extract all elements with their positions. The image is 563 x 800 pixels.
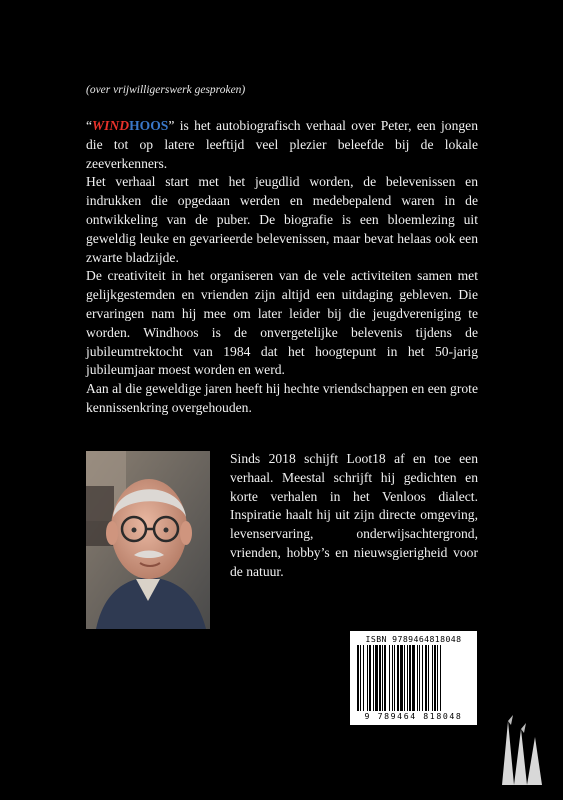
- blurb: [86, 117, 478, 418]
- barcode-number: 9 789464 818048: [364, 711, 463, 721]
- barcode-bars: [357, 645, 470, 711]
- publisher-logo-icon: [498, 715, 548, 785]
- isbn-barcode: [350, 631, 477, 725]
- title-wind: WIND: [92, 118, 130, 133]
- isbn-label: ISBN 9789464818048: [365, 634, 462, 644]
- blurb-paragraph-1: [86, 117, 478, 173]
- blurb-paragraph-3: De creativiteit in het organiseren van de vele activiteiten samen met gelijkgestemden en vrienden zijn altijd een uitdaging gebleven. Die ervaringen nam hij mee om later leider bij die jeugdvereniging te worden. Windhoos is de onvergetelijke belevenis tijdens de jubileumtrektocht van 1984 dat het hoogtepunt in het 50-jarig jubileumjaar moest worden en werd.: [86, 268, 478, 378]
- title-hoos: HOOS: [129, 118, 169, 133]
- subtitle: (over vrijwilligerswerk gesproken): [86, 84, 246, 96]
- blurb-paragraph-4: Aan al die geweldige jaren heeft hij hechte vriendschappen en een grote kennissenkring overgehouden.: [86, 381, 478, 415]
- open-quote: “: [86, 118, 93, 133]
- blurb-paragraph-1-text: is het autobiografisch verhaal over Peter, een jongen die tot op latere leeftijd veel plezier beleefde bij de lokale zeeverkenners.: [86, 118, 478, 171]
- author-portrait: [86, 451, 210, 629]
- blurb-paragraph-2: Het verhaal start met het jeugdlid worden, de belevenissen en indrukken die opgedaan werden en medebepalend waren in de ontwikkeling van de puber. De biografie is een bloemlezing uit geweldig leuke en gevarieerde belevenissen, maar bevat helaas ook een zwarte bladzijde.: [86, 174, 478, 265]
- author-bio: Sinds 2018 schijft Loot18 af en toe een verhaal. Meestal schrijft hij gedichten en korte verhalen in het Venloos dialect. Inspiratie haalt hij uit zijn directe omgeving, levenservaring, onderwijsachtergrond, vrienden, hobby’s en nieuwsgierigheid voor de natuur.: [230, 451, 478, 579]
- close-quote: ”: [168, 118, 175, 133]
